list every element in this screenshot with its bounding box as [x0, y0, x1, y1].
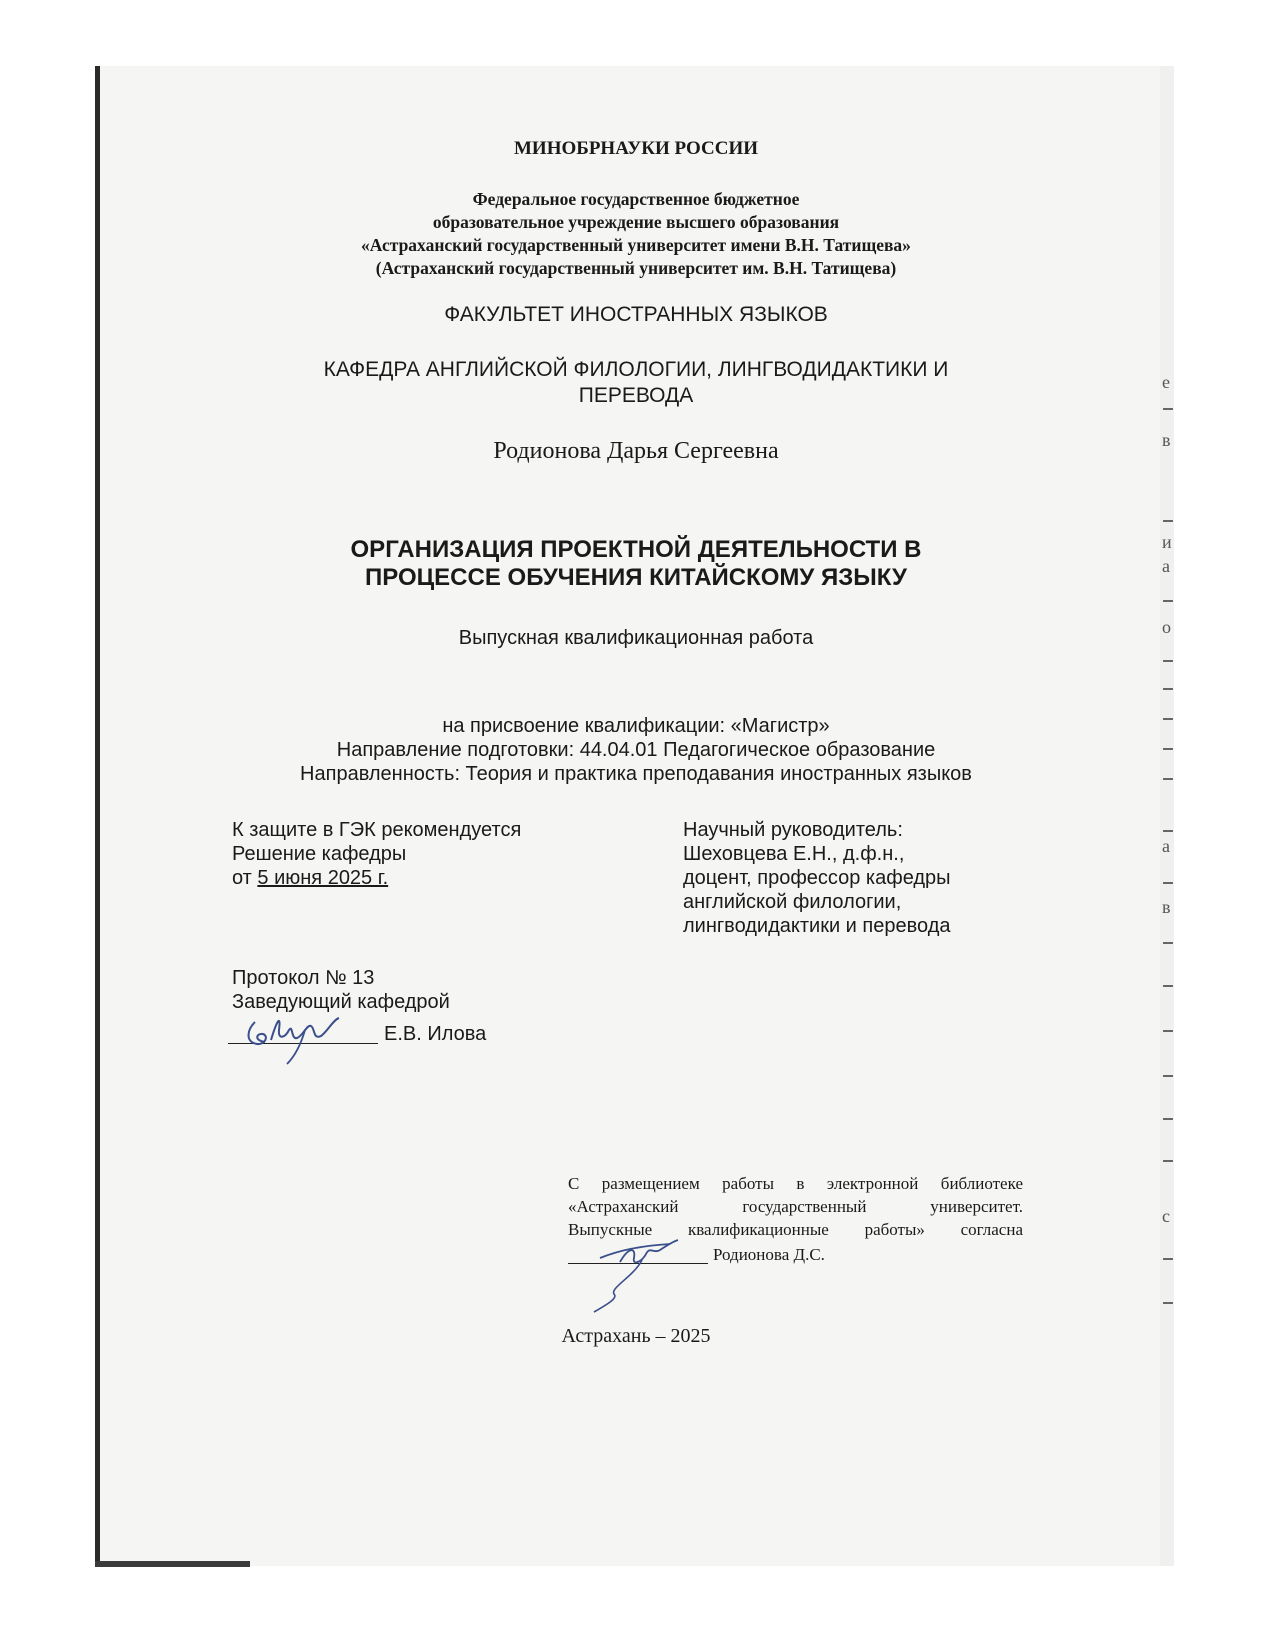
institution-line-3: «Астраханский государственный университет имени В.Н. Татищева» — [361, 235, 911, 255]
head-of-department-name: Е.В. Илова — [384, 1023, 487, 1045]
decision-date: 5 июня 2025 г. — [257, 867, 389, 889]
bleed-dash — [1163, 1118, 1173, 1120]
bleed-dash — [1163, 830, 1173, 832]
consent-line-1: С размещением работы в электронной библиотеке — [568, 1174, 1023, 1193]
defense-date-line — [232, 866, 521, 890]
thesis-title — [98, 536, 1174, 592]
title-line-2: ПРОЦЕССЕ ОБУЧЕНИЯ КИТАЙСКОМУ ЯЗЫКУ — [365, 564, 907, 591]
supervisor-line-5: лингводидактики и перевода — [683, 915, 951, 937]
department-line-1: КАФЕДРА АНГЛИЙСКОЙ ФИЛОЛОГИИ, ЛИНГВОДИДАКТИКИ И — [323, 358, 949, 381]
institution-line-2: образовательное учреждение высшего образования — [432, 212, 840, 232]
institution-line-4: (Астраханский государственный университет им. В.Н. Татищева) — [375, 258, 897, 278]
head-signature — [235, 1000, 355, 1070]
supervisor-line-4: английской филологии, — [683, 891, 902, 913]
supervisor-block — [683, 818, 951, 938]
defense-line-1: К защите в ГЭК рекомендуется — [232, 819, 522, 841]
study-direction-line: Направление подготовки: 44.04.01 Педагогическое образование — [336, 739, 936, 761]
consent-line-2: «Астраханский государственный университет. — [568, 1197, 1023, 1216]
bleed-dash — [1163, 985, 1173, 987]
bleed-dash — [1163, 882, 1173, 884]
protocol-number: Протокол № 13 — [232, 967, 375, 989]
bleed-mark: в — [1162, 430, 1171, 450]
qualification-line: на присвоение квалификации: «Магистр» — [442, 715, 830, 737]
student-signature — [580, 1228, 710, 1318]
department-name — [98, 357, 1174, 409]
bleed-mark: е — [1162, 372, 1170, 392]
bleed-dash — [1163, 1075, 1173, 1077]
supervisor-line-2: Шеховцева Е.Н., д.ф.н., — [683, 843, 905, 865]
bleed-dash — [1163, 660, 1173, 662]
bleed-dash — [1163, 1030, 1173, 1032]
bleed-dash — [1163, 688, 1173, 690]
student-name: Родионова Д.С. — [713, 1245, 825, 1264]
bleed-dash — [1163, 1302, 1173, 1304]
bleed-dash — [1163, 520, 1173, 522]
bleed-dash — [1163, 1258, 1173, 1260]
bleed-mark: о — [1162, 617, 1171, 637]
work-type: Выпускная квалификационная работа — [458, 627, 814, 649]
scan-shadow — [95, 1561, 250, 1567]
bleed-mark: а — [1162, 836, 1170, 856]
defense-recommendation — [232, 818, 521, 890]
supervisor-line-1: Научный руководитель: — [683, 819, 903, 841]
bleed-mark: а — [1162, 556, 1170, 576]
title-line-1: ОРГАНИЗАЦИЯ ПРОЕКТНОЙ ДЕЯТЕЛЬНОСТИ В — [350, 536, 922, 563]
consent-line-3: Выпускные квалификационные работы» согласна — [568, 1220, 1023, 1239]
date-prefix: от — [232, 867, 258, 889]
bleed-mark: в — [1162, 897, 1171, 917]
bleed-dash — [1163, 1160, 1173, 1162]
supervisor-line-3: доцент, профессор кафедры — [683, 867, 951, 889]
head-of-department-label: Заведующий кафедрой — [232, 991, 450, 1013]
defense-line-2: Решение кафедры — [232, 843, 407, 865]
city-year: Астрахань – 2025 — [561, 1325, 711, 1347]
bleed-dash — [1163, 600, 1173, 602]
author-name: Родионова Дарья Сергеевна — [493, 438, 779, 464]
department-line-2: ПЕРЕВОДА — [578, 384, 694, 407]
specialization-line: Направленность: Теория и практика преподавания иностранных языков — [300, 763, 972, 785]
bleed-mark: с — [1162, 1206, 1170, 1226]
bleed-mark: и — [1162, 532, 1172, 552]
faculty-name: ФАКУЛЬТЕТ ИНОСТРАННЫХ ЯЗЫКОВ — [444, 303, 828, 326]
ministry-heading: МИНОБРНАУКИ РОССИИ — [513, 138, 759, 159]
institution-line-1: Федеральное государственное бюджетное — [472, 189, 800, 209]
bleed-dash — [1163, 942, 1173, 944]
